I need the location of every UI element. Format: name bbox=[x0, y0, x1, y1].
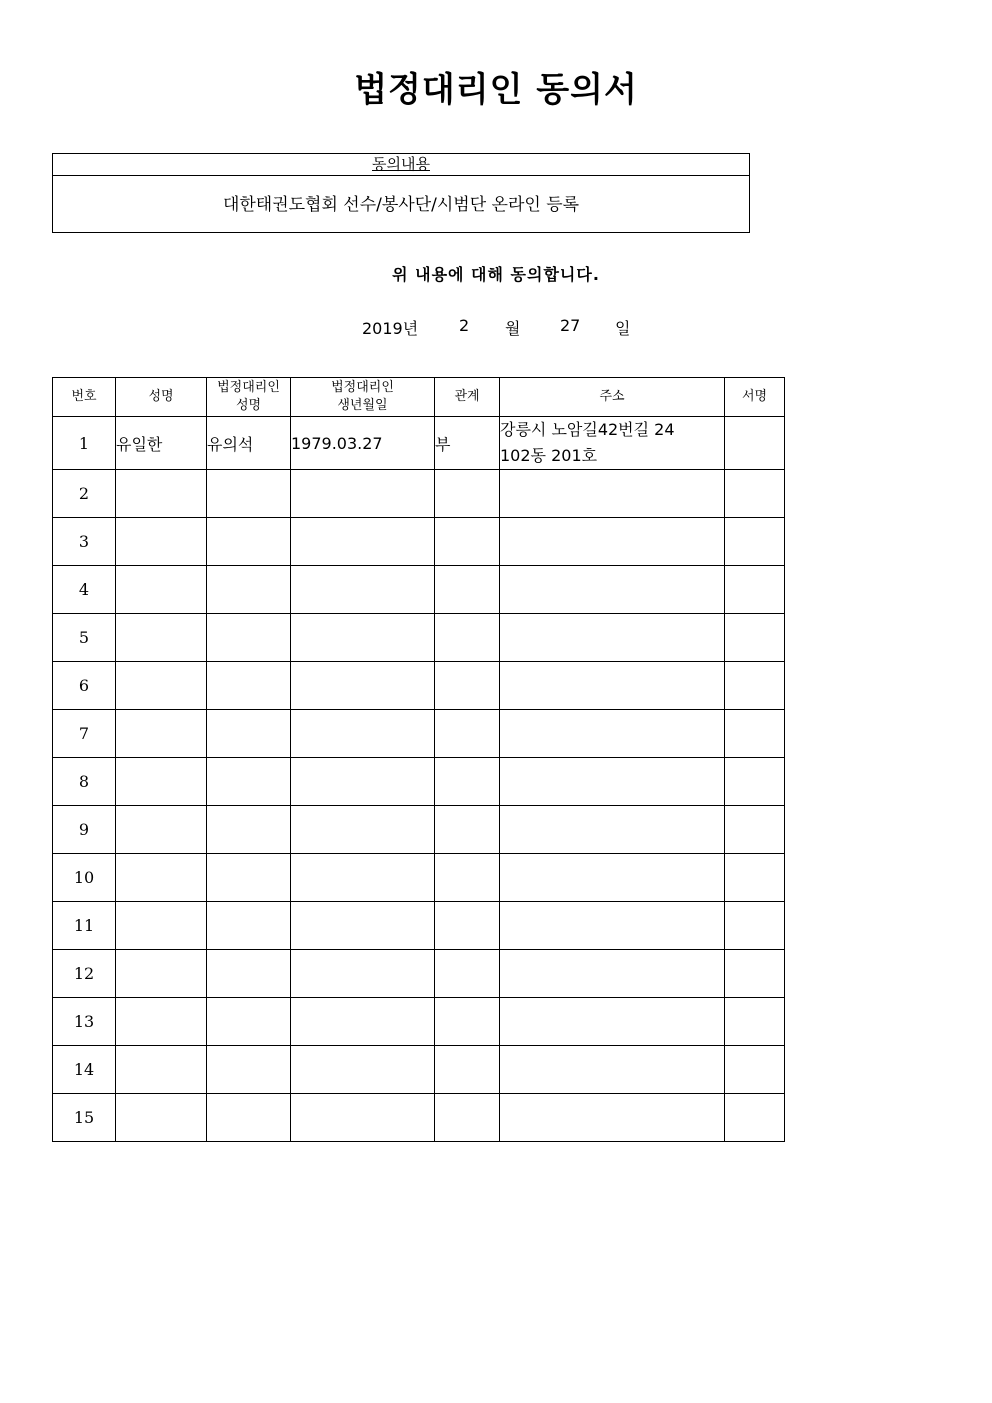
row-guardian-name bbox=[207, 518, 291, 566]
row-name bbox=[116, 614, 207, 662]
row-guardian-birth bbox=[291, 758, 435, 806]
row-number: 5 bbox=[53, 614, 116, 662]
row-relation bbox=[435, 998, 500, 1046]
row-guardian-birth bbox=[291, 950, 435, 998]
row-signature bbox=[725, 998, 785, 1046]
row-number: 9 bbox=[53, 806, 116, 854]
row-name bbox=[116, 950, 207, 998]
row-guardian-name bbox=[207, 1046, 291, 1094]
row-guardian-name bbox=[207, 566, 291, 614]
row-guardian-birth: 1979.03.27 bbox=[291, 417, 435, 470]
row-address bbox=[500, 614, 725, 662]
table-row bbox=[53, 518, 785, 566]
row-signature bbox=[725, 662, 785, 710]
row-guardian-birth bbox=[291, 518, 435, 566]
page-title: 법정대리인 동의서 bbox=[354, 70, 638, 110]
row-name bbox=[116, 518, 207, 566]
row-relation bbox=[435, 662, 500, 710]
consent-box bbox=[52, 153, 750, 233]
row-address-line1: 강릉시 노암길42번길 24 bbox=[500, 420, 675, 439]
row-number: 11 bbox=[53, 902, 116, 950]
row-guardian-birth bbox=[291, 566, 435, 614]
header-name: 성명 bbox=[116, 378, 207, 417]
row-name: 유일한 bbox=[116, 417, 207, 470]
row-signature bbox=[725, 902, 785, 950]
row-guardian-birth bbox=[291, 806, 435, 854]
row-name bbox=[116, 806, 207, 854]
header-guardian-name-line1: 법정대리인 bbox=[217, 380, 280, 395]
table-row bbox=[53, 662, 785, 710]
row-guardian-name bbox=[207, 902, 291, 950]
row-number: 14 bbox=[53, 1046, 116, 1094]
row-name bbox=[116, 758, 207, 806]
header-address: 주소 bbox=[500, 378, 725, 417]
row-relation: 부 bbox=[435, 417, 500, 470]
header-guardian-birth bbox=[291, 378, 435, 417]
table-row bbox=[53, 614, 785, 662]
row-relation bbox=[435, 806, 500, 854]
row-name bbox=[116, 902, 207, 950]
table-row bbox=[53, 1094, 785, 1142]
header-guardian-name bbox=[207, 378, 291, 417]
row-guardian-birth bbox=[291, 614, 435, 662]
row-signature bbox=[725, 758, 785, 806]
row-number: 12 bbox=[53, 950, 116, 998]
row-number: 4 bbox=[53, 566, 116, 614]
row-relation bbox=[435, 566, 500, 614]
table-row bbox=[53, 902, 785, 950]
row-address bbox=[500, 950, 725, 998]
row-number: 10 bbox=[53, 854, 116, 902]
consent-content: 대한태권도협회 선수/봉사단/시범단 온라인 등록 bbox=[222, 195, 580, 215]
table-row bbox=[53, 806, 785, 854]
row-guardian-birth bbox=[291, 1094, 435, 1142]
row-relation bbox=[435, 1046, 500, 1094]
table-row bbox=[53, 998, 785, 1046]
row-address bbox=[500, 662, 725, 710]
row-guardian-name bbox=[207, 710, 291, 758]
row-guardian-name bbox=[207, 758, 291, 806]
row-signature bbox=[725, 806, 785, 854]
row-guardian-birth bbox=[291, 470, 435, 518]
header-guardian-birth-line2: 생년월일 bbox=[337, 398, 388, 413]
row-address bbox=[500, 902, 725, 950]
agree-statement: 위 내용에 대해 동의합니다. bbox=[392, 265, 600, 284]
row-guardian-birth bbox=[291, 902, 435, 950]
row-guardian-birth bbox=[291, 710, 435, 758]
row-relation bbox=[435, 758, 500, 806]
row-guardian-name bbox=[207, 470, 291, 518]
row-address-line2: 102동 201호 bbox=[500, 446, 598, 465]
header-guardian-name-line2: 성명 bbox=[235, 398, 262, 413]
header-relation: 관계 bbox=[435, 378, 500, 417]
table-row bbox=[53, 854, 785, 902]
table-row bbox=[53, 470, 785, 518]
row-name bbox=[116, 662, 207, 710]
row-name bbox=[116, 566, 207, 614]
table-row bbox=[53, 950, 785, 998]
row-guardian-birth bbox=[291, 662, 435, 710]
row-address bbox=[500, 854, 725, 902]
row-number: 6 bbox=[53, 662, 116, 710]
row-relation bbox=[435, 854, 500, 902]
row-name bbox=[116, 998, 207, 1046]
row-signature bbox=[725, 614, 785, 662]
row-guardian-birth bbox=[291, 854, 435, 902]
row-address bbox=[500, 417, 725, 470]
row-guardian-name bbox=[207, 854, 291, 902]
row-number: 3 bbox=[53, 518, 116, 566]
row-number: 2 bbox=[53, 470, 116, 518]
row-signature bbox=[725, 950, 785, 998]
guardian-table bbox=[52, 377, 785, 1142]
date-year: 2019년 bbox=[362, 319, 419, 338]
row-address bbox=[500, 806, 725, 854]
row-relation bbox=[435, 518, 500, 566]
table-row bbox=[53, 1046, 785, 1094]
row-address bbox=[500, 1046, 725, 1094]
row-relation bbox=[435, 470, 500, 518]
date-month-value: 2 bbox=[459, 316, 470, 335]
row-relation bbox=[435, 902, 500, 950]
row-number: 8 bbox=[53, 758, 116, 806]
row-address bbox=[500, 758, 725, 806]
header-signature: 서명 bbox=[725, 378, 785, 417]
row-address bbox=[500, 710, 725, 758]
row-signature bbox=[725, 710, 785, 758]
row-guardian-birth bbox=[291, 1046, 435, 1094]
row-guardian-name bbox=[207, 950, 291, 998]
row-signature bbox=[725, 518, 785, 566]
row-address bbox=[500, 470, 725, 518]
row-guardian-name bbox=[207, 998, 291, 1046]
table-row bbox=[53, 417, 785, 470]
header-number: 번호 bbox=[53, 378, 116, 417]
row-signature bbox=[725, 854, 785, 902]
row-address bbox=[500, 998, 725, 1046]
row-relation bbox=[435, 1094, 500, 1142]
row-number: 13 bbox=[53, 998, 116, 1046]
date-month-label: 월 bbox=[505, 319, 521, 338]
row-relation bbox=[435, 614, 500, 662]
row-name bbox=[116, 854, 207, 902]
table-row bbox=[53, 566, 785, 614]
consent-header: 동의내용 bbox=[53, 154, 749, 176]
row-guardian-name bbox=[207, 1094, 291, 1142]
row-address bbox=[500, 518, 725, 566]
row-address bbox=[500, 1094, 725, 1142]
row-name bbox=[116, 1046, 207, 1094]
row-signature bbox=[725, 1046, 785, 1094]
row-address bbox=[500, 566, 725, 614]
row-signature bbox=[725, 1094, 785, 1142]
row-guardian-name: 유의석 bbox=[207, 417, 291, 470]
date-day-value: 27 bbox=[560, 316, 581, 335]
table-row bbox=[53, 710, 785, 758]
row-signature bbox=[725, 417, 785, 470]
row-signature bbox=[725, 566, 785, 614]
row-name bbox=[116, 470, 207, 518]
row-guardian-name bbox=[207, 662, 291, 710]
row-name bbox=[116, 710, 207, 758]
row-number: 1 bbox=[53, 417, 116, 470]
table-row bbox=[53, 758, 785, 806]
row-name bbox=[116, 1094, 207, 1142]
row-guardian-name bbox=[207, 806, 291, 854]
date-day-label: 일 bbox=[615, 319, 631, 338]
header-guardian-birth-line1: 법정대리인 bbox=[331, 380, 394, 395]
row-relation bbox=[435, 710, 500, 758]
row-number: 7 bbox=[53, 710, 116, 758]
row-guardian-name bbox=[207, 614, 291, 662]
row-signature bbox=[725, 470, 785, 518]
row-guardian-birth bbox=[291, 998, 435, 1046]
row-relation bbox=[435, 950, 500, 998]
row-number: 15 bbox=[53, 1094, 116, 1142]
table-header-row bbox=[53, 378, 785, 417]
